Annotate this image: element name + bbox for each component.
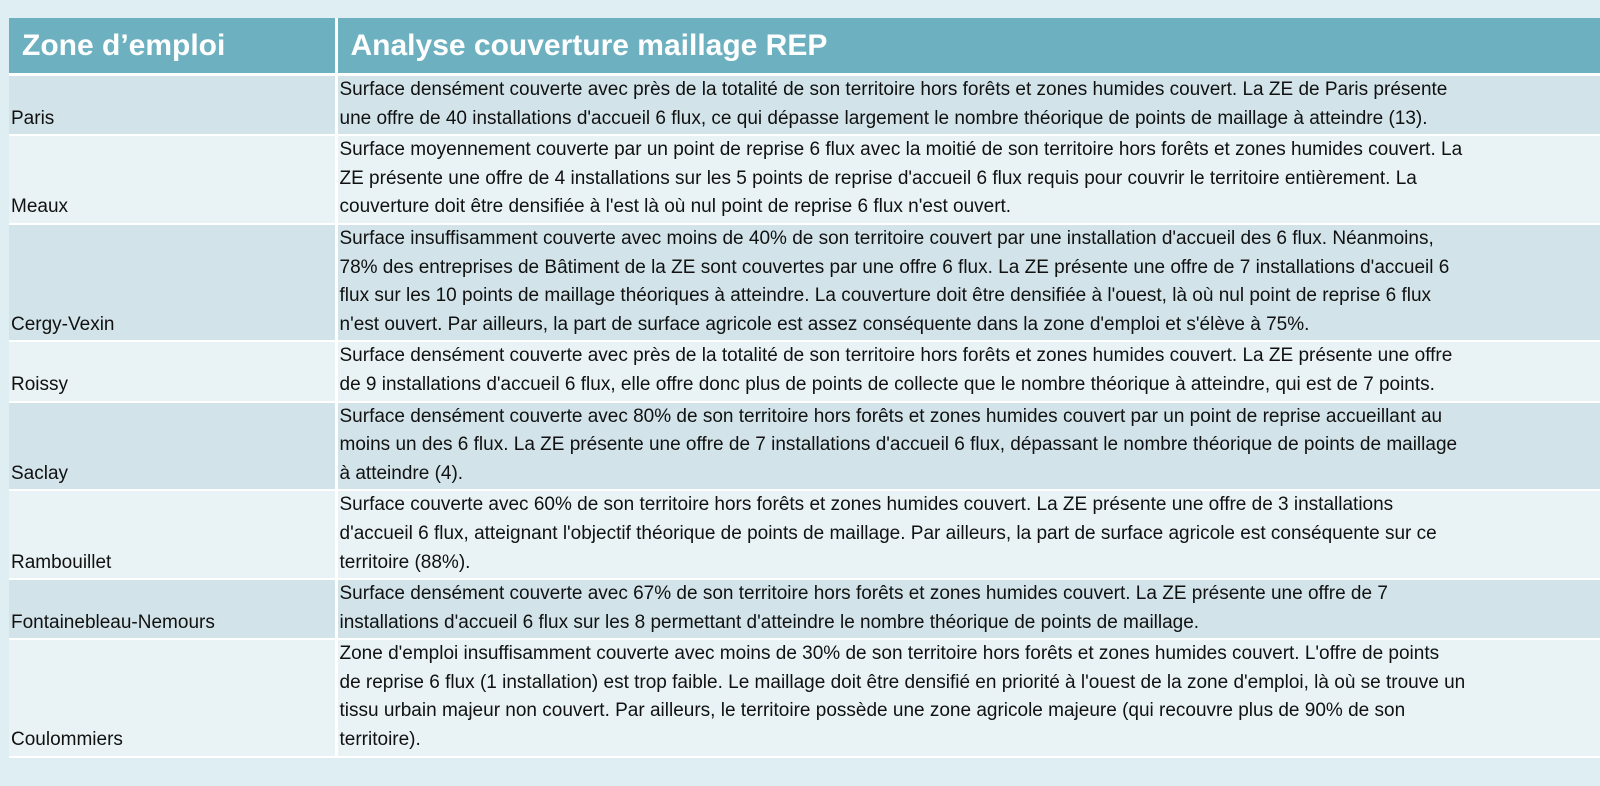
- rep-coverage-table: [9, 18, 1600, 758]
- analyse-line: territoire (88%).: [339, 551, 471, 573]
- table-body: [9, 75, 1600, 757]
- analyse-cell: [336, 135, 1600, 224]
- analyse-line: Surface moyennement couverte par un point de reprise 6 flux avec la moitié de son territoire hors forêts et zones humides couvert. La: [339, 139, 1463, 161]
- zone-emploi-cell: Roissy: [9, 341, 336, 401]
- analyse-cell: [336, 579, 1600, 639]
- analyse-line: Surface couverte avec 60% de son territoire hors forêts et zones humides couvert. La ZE présente une offre de 3 installations: [339, 494, 1394, 516]
- analyse-line: de 9 installations d'accueil 6 flux, elle offre donc plus de points de collecte que le nombre théorique à atteindre, qui est de 7 points.: [339, 373, 1435, 395]
- analyse-line: Surface densément couverte avec près de la totalité de son territoire hors forêts et zones humides couvert. La ZE de Paris présente: [339, 79, 1448, 100]
- zone-emploi-cell: Cergy-Vexin: [9, 224, 336, 341]
- zone-emploi-cell: Coulommiers: [9, 639, 336, 756]
- table-row: [9, 224, 1600, 341]
- table-header-row: [9, 18, 1600, 75]
- table-row: [9, 341, 1600, 401]
- analyse-line: de reprise 6 flux (1 installation) est trop faible. Le maillage doit être densifié en priorité à l'ouest de la zone d'emploi, là où se trouve un: [339, 671, 1466, 693]
- rep-coverage-table-container: [9, 18, 1600, 758]
- analyse-line: flux sur les 10 points de maillage théoriques à atteindre. La couverture doit être densifiée à l'ouest, là où nul point de reprise 6 flux: [339, 285, 1432, 307]
- analyse-line: une offre de 40 installations d'accueil 6 flux, ce qui dépasse largement le nombre théorique de points de maillage à atteindre (13).: [339, 107, 1428, 129]
- analyse-cell: [336, 639, 1600, 756]
- analyse-line: couverture doit être densifiée à l'est là où nul point de reprise 6 flux n'est ouvert.: [339, 196, 1012, 218]
- table-row: [9, 490, 1600, 579]
- analyse-line: tissu urbain majeur non couvert. Par ailleurs, le territoire possède une zone agricole majeure (qui recouvre plus de 90% de son: [339, 700, 1406, 722]
- analyse-line: d'accueil 6 flux, atteignant l'objectif théorique de points de maillage. Par ailleurs, la part de surface agricole est conséquente sur ce: [339, 522, 1437, 544]
- zone-emploi-cell: Rambouillet: [9, 490, 336, 579]
- header-zone-emploi: Zone d’emploi: [9, 18, 336, 75]
- analyse-line: Surface densément couverte avec 80% de son territoire hors forêts et zones humides couvert par un point de reprise accueillant au: [339, 405, 1443, 427]
- analyse-cell: [336, 490, 1600, 579]
- zone-emploi-cell: Paris: [9, 75, 336, 136]
- analyse-line: à atteindre (4).: [339, 462, 464, 484]
- table-row: [9, 135, 1600, 224]
- analyse-line: n'est ouvert. Par ailleurs, la part de surface agricole est assez conséquente dans la zone d'emploi et s'élève à 75%.: [339, 313, 1310, 335]
- analyse-cell: [336, 402, 1600, 491]
- analyse-line: Zone d'emploi insuffisamment couverte avec moins de 30% de son territoire hors forêts et zones humides couvert. L'offre de points: [339, 643, 1440, 665]
- analyse-line: territoire).: [339, 729, 421, 751]
- table-row: [9, 402, 1600, 491]
- zone-emploi-cell: Meaux: [9, 135, 336, 224]
- header-analyse-couverture: Analyse couverture maillage REP: [336, 18, 1600, 75]
- analyse-line: moins un des 6 flux. La ZE présente une offre de 7 installations d'accueil 6 flux, dépassant le nombre théorique de points de maillage: [339, 434, 1458, 456]
- table-row: [9, 75, 1600, 136]
- analyse-line: installations d'accueil 6 flux sur les 8 permettant d'atteindre le nombre théorique de points de maillage.: [339, 611, 1200, 633]
- analyse-cell: [336, 224, 1600, 341]
- table-row: [9, 579, 1600, 639]
- analyse-line: 78% des entreprises de Bâtiment de la ZE sont couvertes par une offre 6 flux. La ZE présente une offre de 7 installations d'accueil 6: [339, 256, 1450, 278]
- analyse-line: Surface densément couverte avec près de la totalité de son territoire hors forêts et zones humides couvert. La ZE présente une offre: [339, 345, 1453, 367]
- zone-emploi-cell: Saclay: [9, 402, 336, 491]
- analyse-line: Surface densément couverte avec 67% de son territoire hors forêts et zones humides couvert. La ZE présente une offre de 7: [339, 583, 1388, 605]
- analyse-cell: [336, 341, 1600, 401]
- analyse-cell: [336, 75, 1600, 136]
- table-row: [9, 639, 1600, 756]
- analyse-line: Surface insuffisamment couverte avec moins de 40% de son territoire couvert par une installation d'accueil des 6 flux. Néanmoins,: [339, 227, 1434, 249]
- zone-emploi-cell: Fontainebleau-Nemours: [9, 579, 336, 639]
- analyse-line: ZE présente une offre de 4 installations sur les 5 points de reprise d'accueil 6 flux requis pour couvrir le territoire entièrement. La: [339, 167, 1417, 189]
